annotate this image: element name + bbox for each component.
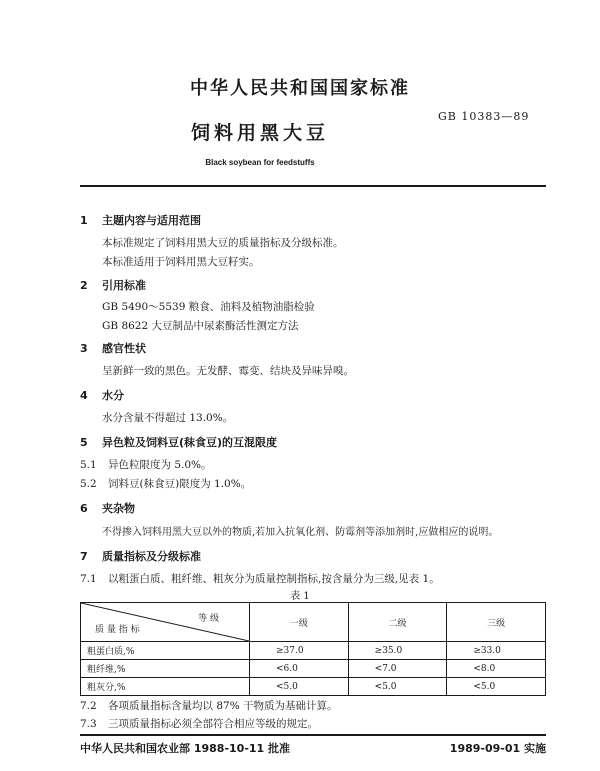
- table-cell: <6.0: [250, 660, 349, 678]
- section-5-heading: 5 异色粒及饲料豆(秣食豆)的互混限度: [80, 436, 278, 449]
- clause-7-2: 7.2 各项质量指标含量均以 87% 干物质为基础计算。: [80, 700, 338, 712]
- table-row: [81, 642, 546, 660]
- footer-rule: [80, 734, 546, 736]
- table-cell: ≥35.0: [348, 642, 447, 660]
- section-1-paragraph-1: 本标准规定了饲料用黑大豆的质量指标及分级标准。: [102, 237, 344, 249]
- reference-2: GB 8622 大豆制品中尿素酶活性测定方法: [102, 320, 299, 332]
- gb-code: GB 10383—89: [438, 110, 530, 123]
- section-7-heading: 7 质量指标及分级标准: [80, 550, 201, 563]
- national-standard-heading: 中华人民共和国国家标准: [190, 78, 410, 99]
- row-label: 粗纤维,%: [81, 660, 250, 678]
- table-caption: 表 1: [290, 591, 310, 602]
- column-header-grade-3: 三级: [447, 603, 546, 642]
- section-1-heading: 1 主题内容与适用范围: [80, 214, 201, 227]
- reference-1: GB 5490～5539 粮食、油料及植物油脂检验: [102, 301, 315, 313]
- table-row: [81, 660, 546, 678]
- corner-grade-label: 等 级: [198, 614, 219, 624]
- section-2-heading: 2 引用标准: [80, 279, 146, 292]
- table-cell: <5.0: [250, 678, 349, 696]
- document-subtitle-en: Black soybean for feedstuffs: [205, 158, 315, 167]
- section-3-heading: 3 感官性状: [80, 342, 146, 355]
- section-6-paragraph: 不得掺入饲料用黑大豆以外的物质,若加入抗氧化剂、防霉剂等添加剂时,应做相应的说明。: [102, 527, 499, 538]
- table-row: [81, 678, 546, 696]
- clause-7-1: 7.1 以粗蛋白质、粗纤维、粗灰分为质量控制指标,按含量分为三级,见表 1。: [80, 573, 440, 585]
- clause-5-2: 5.2 饲料豆(秣食豆)限度为 1.0%。: [80, 478, 252, 490]
- implementation-date: 1989-09-01 实施: [449, 742, 546, 755]
- header-rule: [80, 185, 546, 187]
- column-header-grade-2: 二级: [348, 603, 447, 642]
- section-4-heading: 4 水分: [80, 389, 124, 402]
- row-label: 粗灰分,%: [81, 678, 250, 696]
- table-cell: <7.0: [348, 660, 447, 678]
- table-cell: <5.0: [348, 678, 447, 696]
- corner-index-label: 质 量 指 标: [95, 625, 140, 635]
- section-6-heading: 6 夹杂物: [80, 502, 135, 515]
- approval-line: 中华人民共和国农业部 1988-10-11 批准: [80, 742, 291, 755]
- section-1-paragraph-2: 本标准适用于饲料用黑大豆籽实。: [102, 256, 260, 268]
- clause-5-1: 5.1 异色粒限度为 5.0%。: [80, 459, 212, 471]
- section-4-paragraph: 水分含量不得超过 13.0%。: [102, 412, 234, 424]
- document-title: 饲料用黑大豆: [190, 122, 329, 144]
- table-cell: <5.0: [447, 678, 546, 696]
- row-label: 粗蛋白质,%: [81, 642, 250, 660]
- table-corner-cell: [81, 603, 250, 642]
- column-header-grade-1: 一级: [250, 603, 349, 642]
- table-cell: ≥33.0: [447, 642, 546, 660]
- section-3-paragraph: 呈新鲜一致的黑色。无发酵、霉变、结块及异味异嗅。: [102, 365, 354, 377]
- table-cell: ≥37.0: [250, 642, 349, 660]
- table-cell: <8.0: [447, 660, 546, 678]
- clause-7-3: 7.3 三项质量指标必须全部符合相应等级的规定。: [80, 718, 318, 730]
- quality-grade-table: [80, 602, 546, 696]
